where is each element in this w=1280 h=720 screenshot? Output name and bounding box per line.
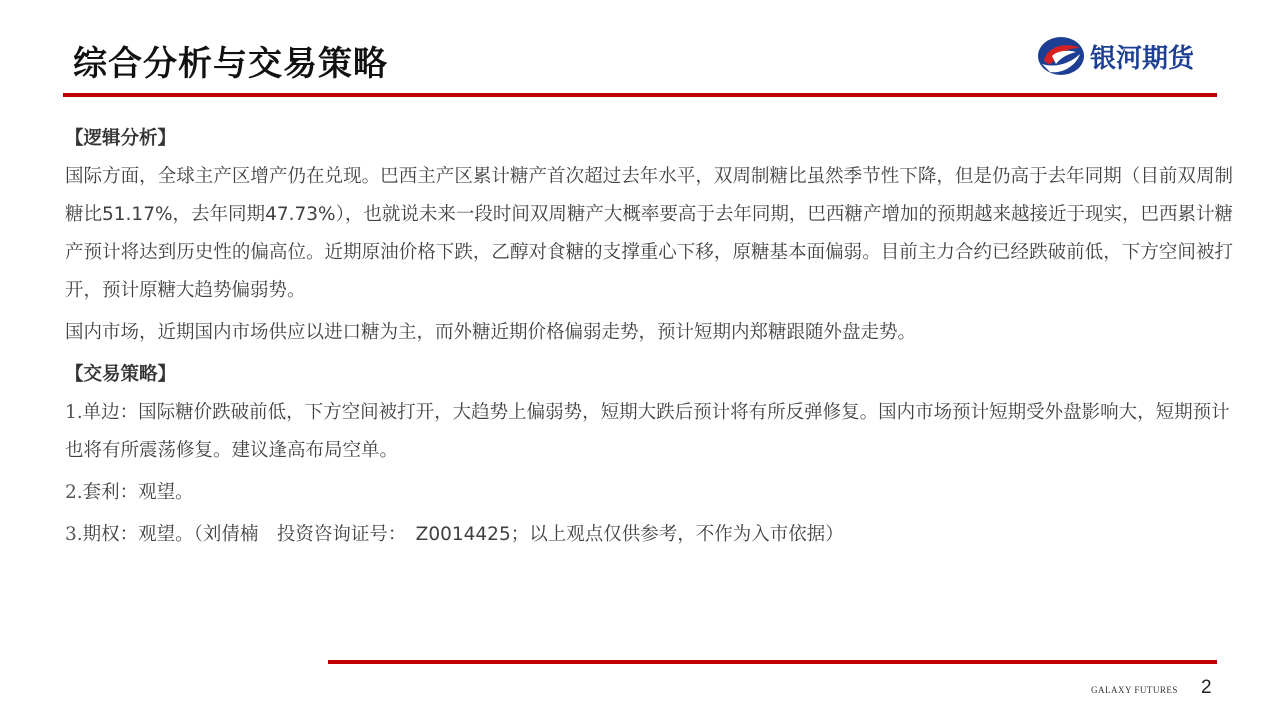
strategy-item-text: 套利：观望。: [82, 482, 194, 503]
galaxy-futures-logo: [1036, 34, 1226, 78]
logo-text: 银河期货: [1090, 44, 1195, 74]
strategy-heading: 【交易策略】: [65, 364, 177, 385]
footer-divider: [328, 660, 1217, 664]
strategy-item-text: 单边：国际糖价跌破前低，下方空间被打开，大趋势上偏弱势，短期大跌后预计将有所反弹修复。国内市场预计短期受外盘影响大，短期预计也将有所震荡修复。建议逢高布局空单。: [65, 402, 1230, 461]
galaxy-logo-icon: [1036, 34, 1086, 78]
logic-paragraph-domestic: 国内市场，近期国内市场供应以进口糖为主，而外糖近期价格偏弱走势，预计短期内郑糖跟随外盘走势。: [65, 322, 917, 343]
strategy-item-number: 1.: [65, 402, 83, 423]
strategy-item-number: 2.: [65, 482, 83, 503]
strategy-item-text: 期权：观望。（刘倩楠 投资咨询证号： Z0014425；以上观点仅供参考，不作为入市依据）: [82, 524, 844, 545]
strategy-item-single-side: [65, 394, 1233, 470]
header-divider: [63, 93, 1217, 97]
logic-heading: 【逻辑分析】: [65, 128, 177, 149]
logic-paragraph-international: 国际方面，全球主产区增产仍在兑现。巴西主产区累计糖产首次超过去年水平，双周制糖比虽然季节性下降，但是仍高于去年同期（目前双周制糖比51.17%，去年同期47.73%），也就说未来一段时间双周糖产大概率要高于去年同期，巴西糖产增加的预期越来越接近于现实，巴西累计糖产预计将达到历史性的偏高位。近期原油价格下跌，乙醇对食糖的支撑重心下移，原糖基本面偏弱。目前主力合约已经跌破前低，下方空间被打开，预计原糖大趋势偏弱势。: [65, 166, 1233, 301]
strategy-item-arbitrage: [65, 474, 1233, 512]
strategy-item-options: [65, 516, 1233, 554]
content-body: [65, 120, 1233, 558]
strategy-item-number: 3.: [65, 524, 83, 545]
page-title: 综合分析与交易策略: [73, 44, 388, 84]
footer-brand: GALAXY FUTURES: [1091, 685, 1178, 695]
page-number: 2: [1201, 677, 1212, 698]
